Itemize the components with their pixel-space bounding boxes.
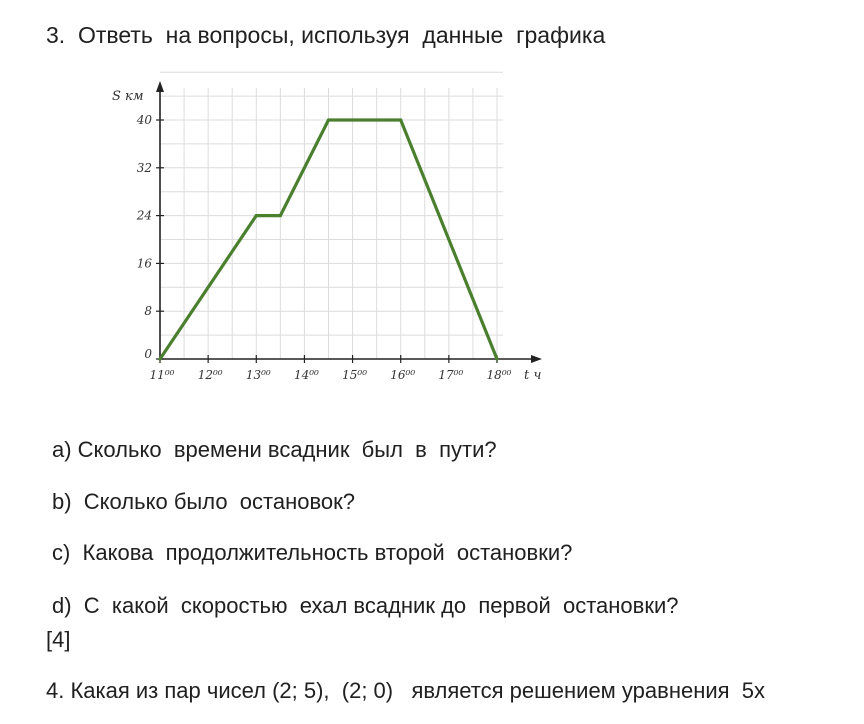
data-point [327,118,330,121]
data-point [495,357,498,360]
x-axis-arrow [531,355,542,363]
task3-heading: 3. Ответь на вопросы, используя данные графика [46,22,606,48]
y-axis-label: S км [112,89,144,104]
y-axis-arrow [156,81,164,92]
question-c: c) Какова продолжительность второй остановки? [52,540,573,565]
task4-text: 4. Какая из пар чисел (2; 5), (2; 0) является решением уравнения 5x [46,678,766,703]
x-tick-label: 12⁰⁰ [197,368,223,382]
question-b: b) Сколько было остановок? [52,489,355,514]
x-tick-label: 14⁰⁰ [293,368,319,382]
chart-ticks [112,89,541,383]
y-tick-label: 8 [144,304,152,319]
question-d: d) С какой скоростью ехал всадник до первой остановки? [52,593,679,618]
x-tick-label: 16⁰⁰ [390,368,416,382]
chart-axes [156,81,542,363]
question-a: a) Сколько времени всадник был в пути? [52,437,497,462]
points-label: [4] [46,627,71,652]
data-point [158,357,161,360]
y-tick-label: 32 [136,160,152,175]
x-tick-label: 15⁰⁰ [342,368,368,382]
y-tick-label: 40 [136,113,152,127]
y-tick-label: 24 [136,208,152,223]
chart-grid [160,72,503,359]
x-tick-label: 17⁰⁰ [438,368,464,382]
data-point [279,214,282,217]
x-axis-label: t ч [524,368,542,383]
y-tick-label: 16 [136,256,152,271]
x-tick-label: 11⁰⁰ [149,368,175,382]
x-tick-label: 13⁰⁰ [245,368,271,382]
y-tick-label: 0 [144,347,152,361]
x-tick-label: 18⁰⁰ [486,368,512,382]
data-point [399,118,402,121]
data-point [255,214,258,217]
